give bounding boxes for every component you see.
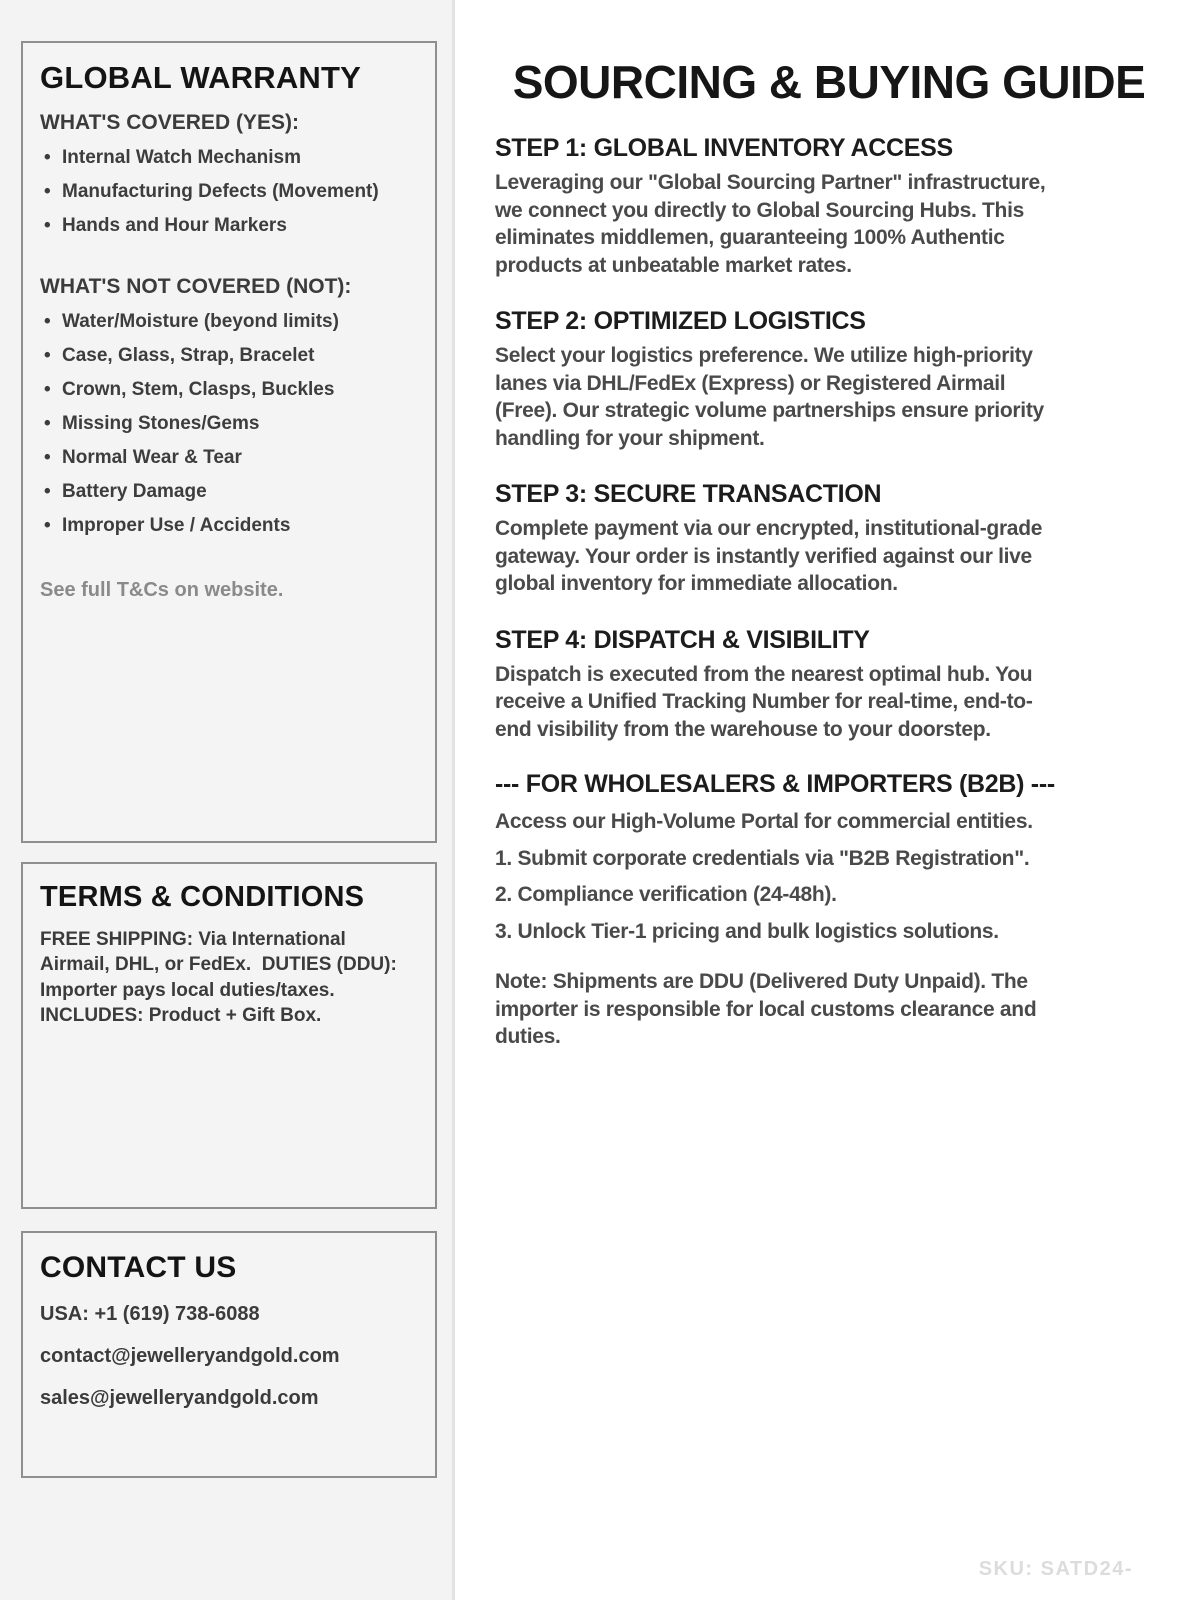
list-item: • Case, Glass, Strap, Bracelet — [40, 339, 418, 373]
b2b-heading: --- FOR WHOLESALERS & IMPORTERS (B2B) --- — [495, 770, 1055, 799]
step-heading: STEP 1: GLOBAL INVENTORY ACCESS — [495, 134, 953, 163]
step-section — [495, 625, 1055, 744]
list-item: • Manufacturing Defects (Movement) — [40, 175, 418, 209]
list-item: • Internal Watch Mechanism — [40, 141, 418, 175]
list-item: • Water/Moisture (beyond limits) — [40, 305, 418, 339]
contact-panel — [21, 1231, 437, 1478]
step-body: Select your logistics preference. We utilize high-priority lanes via DHL/FedEx (Express) or Registered Airmail (Free). Our strategic volume partnerships ensure priority handling for your shipment. — [495, 344, 1044, 450]
terms-panel — [21, 862, 437, 1209]
list-item: • Battery Damage — [40, 475, 418, 509]
list-item: • Normal Wear & Tear — [40, 441, 418, 475]
covered-list — [40, 141, 418, 243]
b2b-section — [495, 770, 1055, 1051]
b2b-note: Note: Shipments are DDU (Delivered Duty Unpaid). The importer is responsible for local customs clearance and duties. — [495, 970, 1037, 1049]
terms-body: FREE SHIPPING: Via International Airmail, DHL, or FedEx. DUTIES (DDU): Importer pays local duties/taxes. INCLUDES: Product + Gift Box. — [40, 928, 403, 1027]
b2b-intro: Access our High-Volume Portal for commercial entities. — [495, 810, 1033, 834]
list-item: • Crown, Stem, Clasps, Buckles — [40, 373, 418, 407]
step-body: Leveraging our "Global Sourcing Partner" infrastructure, we connect you directly to Global Sourcing Hubs. This eliminates middlemen, guaranteeing 100% Authentic products at unbeatable market rates. — [495, 171, 1046, 277]
step-section — [495, 133, 1055, 279]
not-covered-list — [40, 305, 418, 543]
warranty-panel-title: GLOBAL WARRANTY — [40, 60, 362, 95]
warranty-footnote: See full T&Cs on website. — [40, 579, 284, 602]
step-heading: STEP 4: DISPATCH & VISIBILITY — [495, 625, 870, 654]
step-heading: STEP 2: OPTIMIZED LOGISTICS — [495, 307, 866, 336]
page-title: SOURCING & BUYING GUIDE — [512, 56, 1146, 108]
terms-panel-title: TERMS & CONDITIONS — [40, 881, 365, 913]
guide-main — [458, 0, 1200, 1600]
b2b-item: 1. Submit corporate credentials via "B2B Registration". — [495, 846, 1030, 870]
list-item: • Hands and Hour Markers — [40, 209, 418, 243]
step-heading: STEP 3: SECURE TRANSACTION — [495, 480, 882, 509]
contact-phone: USA: +1 (619) 738-6088 — [40, 1303, 260, 1325]
contact-panel-title: CONTACT US — [40, 1251, 237, 1284]
list-item: • Improper Use / Accidents — [40, 509, 418, 543]
b2b-item: 2. Compliance verification (24-48h). — [495, 883, 837, 907]
b2b-item: 3. Unlock Tier-1 pricing and bulk logistics solutions. — [495, 919, 999, 943]
contact-email-sales: sales@jewelleryandgold.com — [40, 1387, 319, 1409]
guide-content — [495, 133, 1055, 1051]
list-item: • Missing Stones/Gems — [40, 407, 418, 441]
step-section — [495, 306, 1055, 452]
contact-email-primary: contact@jewelleryandgold.com — [40, 1345, 340, 1367]
step-body: Dispatch is executed from the nearest optimal hub. You receive a Unified Tracking Number for real-time, end-to-end visibility from the warehouse to your doorstep. — [495, 662, 1033, 741]
step-section — [495, 479, 1055, 598]
info-sidebar — [0, 0, 455, 1600]
sku-label: SKU: SATD24- — [978, 1558, 1133, 1580]
covered-heading: WHAT'S COVERED (YES): — [40, 111, 299, 135]
warranty-panel — [21, 41, 437, 843]
step-body: Complete payment via our encrypted, institutional-grade gateway. Your order is instantly verified against our live global inventory for immediate allocation. — [495, 517, 1043, 596]
not-covered-heading: WHAT'S NOT COVERED (NOT): — [40, 275, 352, 299]
